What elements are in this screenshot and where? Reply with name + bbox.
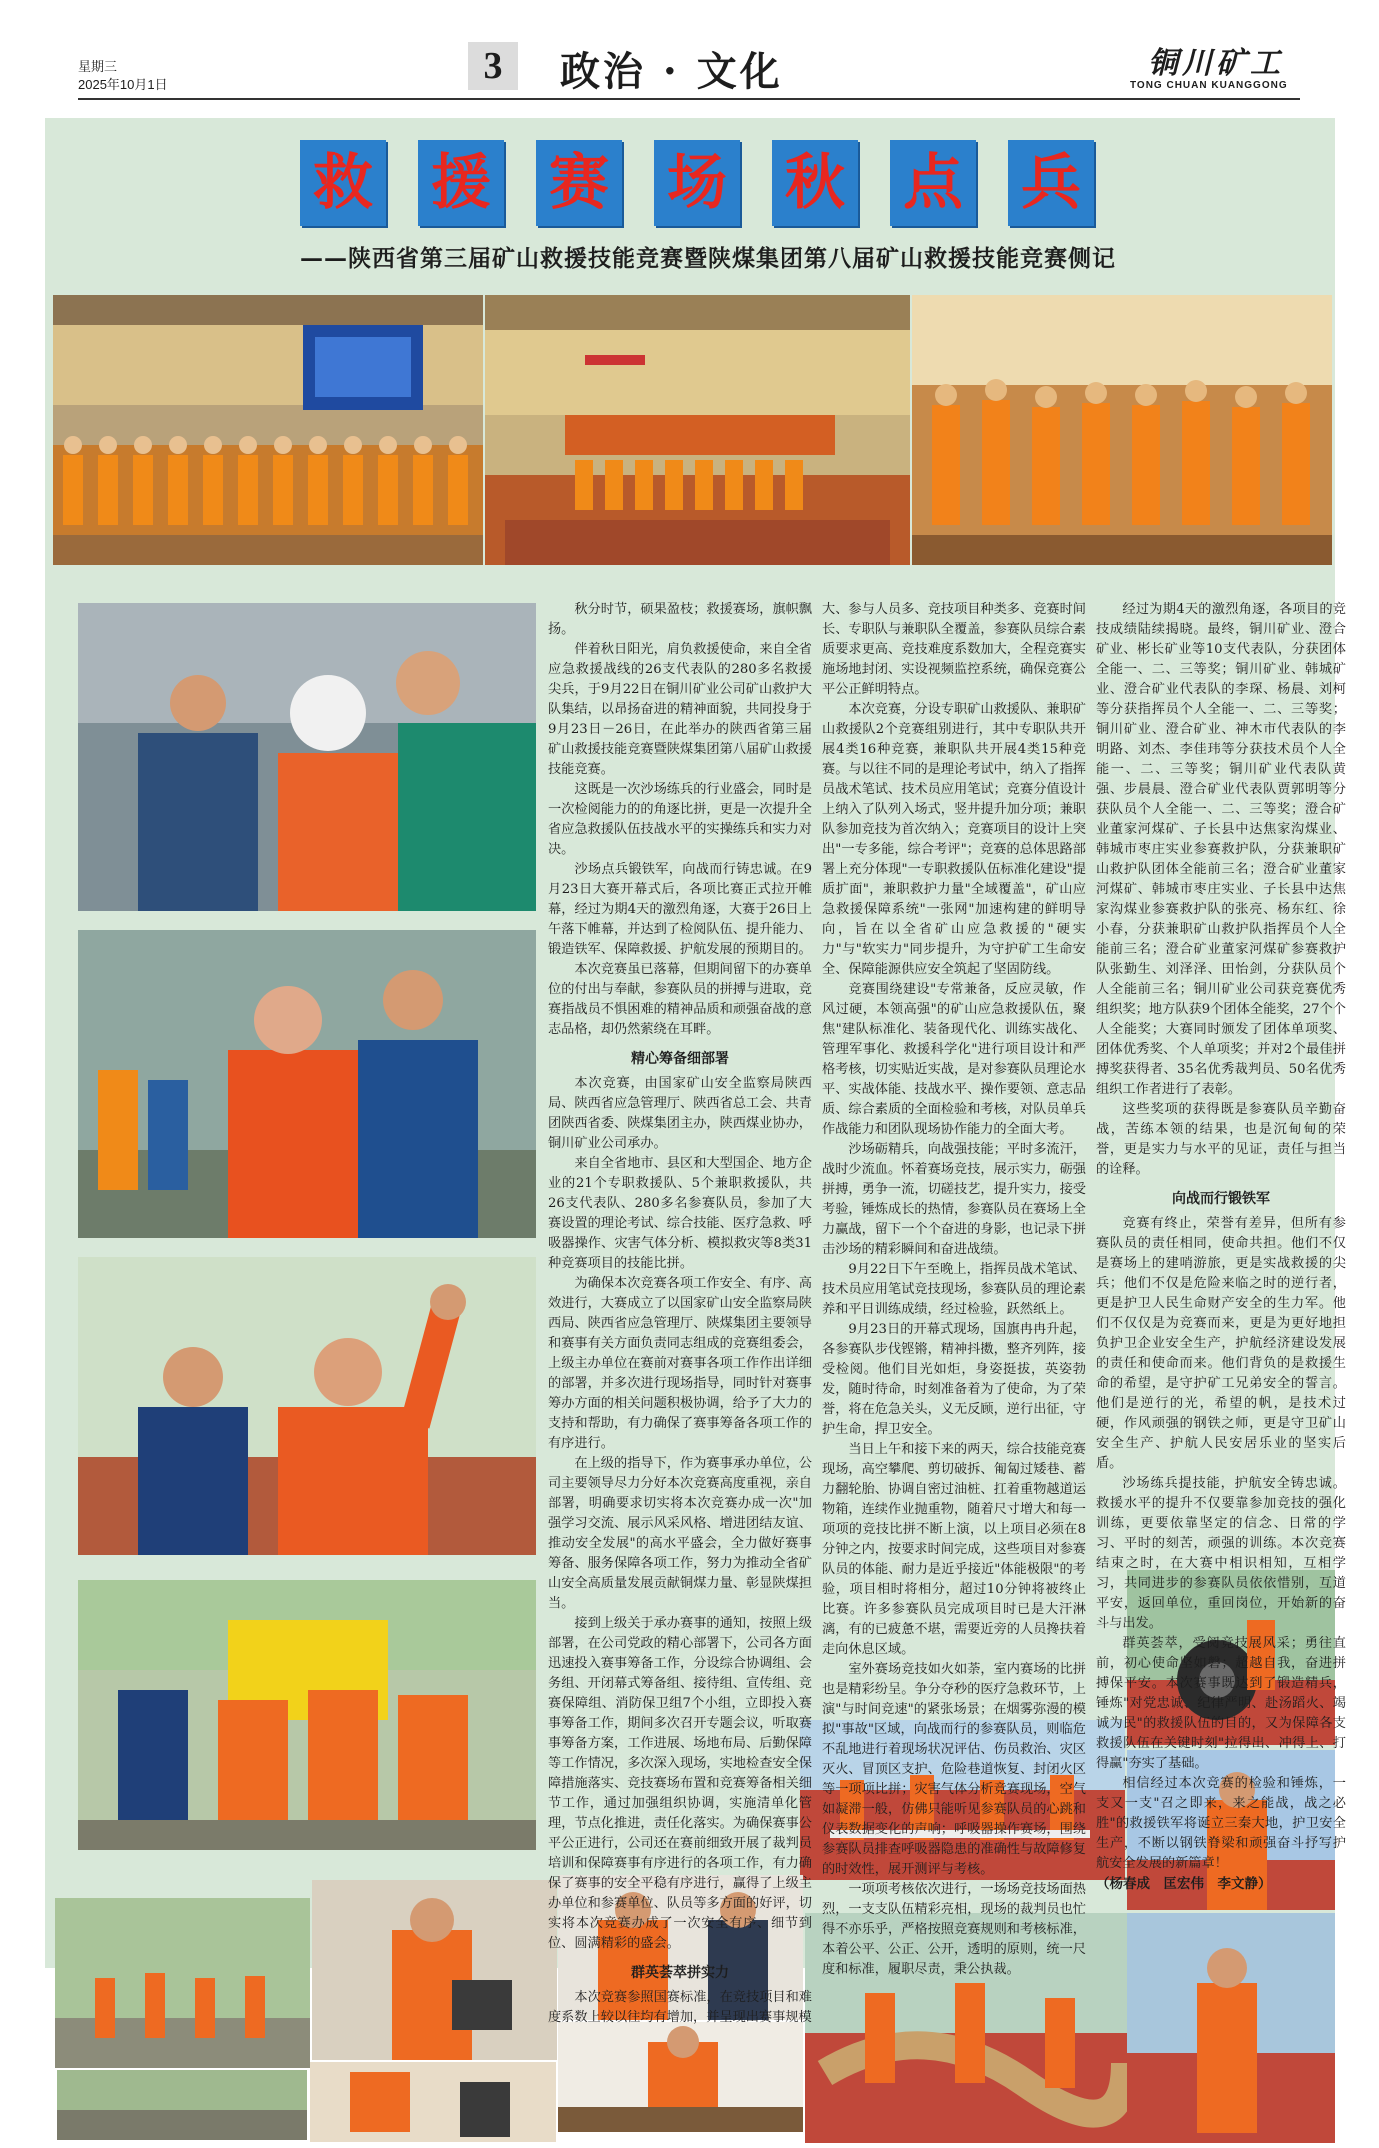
paragraph: 经过为期4天的激烈角逐，各项目的竞技成绩陆续揭晓。最终，铜川矿业、澄合矿业、彬长矿业等10支代表队，分获团体全能一、二、三等奖；铜川矿业、韩城矿业、澄合矿业代表队的李琛、杨晨、刘柯等分获指挥员个人全能一、二、三等奖；铜川矿业、澄合矿业、神木市代表队的李明路、刘杰、李佳玮等分获技术员个人全能一、二、三等奖；铜川矿业代表队黄强、步晨晨、澄合矿业代表队贾郭明等分获队员个人全能一、二、三等奖；澄合矿业董家河煤矿、子长县中达焦家沟煤业、韩城市枣庄实业参赛救护队，分获兼职矿山救护队团体全能前三名；澄合矿业董家河煤矿、韩城市枣庄实业、子长县中达焦家沟煤业参赛救护队的张亮、杨东红、徐小春，分获兼职矿山救护队指挥员个人全能前三名；澄合矿业董家河煤矿参赛救护队张勤生、刘泽泽、田怡剑，分获队员个人全能前三名；铜川矿业公司获竞赛优秀组织奖；地方队获9个团体全能奖，27个个人全能奖；大赛同时颁发了团体单项奖、团体优秀奖、个人单项奖；并对2个最佳拼搏奖获得者、35名优秀裁判员、50名优秀组织工作者进行了表彰。 [1096, 602, 1346, 1097]
paragraph: 沙场点兵锻铁军，向战而行铸忠诚。在9月23日大赛开幕式后，各项比赛正式拉开帷幕，经过为期4天的激烈角逐，大赛于26日上午落下帷幕，并达到了检阅队伍、提升能力、锻造铁军、保障救援、护航发展的预期目的。 [548, 862, 812, 957]
headline-subtitle: ——陕西省第三届矿山救援技能竞赛暨陕煤集团第八届矿山救援技能竞赛侧记 [300, 245, 1116, 272]
masthead-rule [78, 98, 1300, 100]
paragraph: 室外赛场竞技如火如荼，室内赛场的比拼也是精彩纷呈。争分夺秒的医疗急救环节，上演"与时间竞速"的紧张场景；在烟雾弥漫的模拟"事故"区域，向战而行的参赛队员，则临危不乱地进行着现场状况评估、伤员救治、灾区灭火、冒顶区支护、危险巷道恢复、封闭火区等一项项比拼；灾害气体分析竞赛现场，空气如凝滞一般，仿佛只能听见参赛队员的心跳和仪表数据变化的声响；呼吸器操作赛场，围绕参赛队员排查呼吸器隐患的准确性与故障修复的时效性，展开测评与考核。 [822, 1662, 1086, 1877]
weekday: 星期三 [78, 59, 118, 74]
photo-exhausted-competitor [78, 930, 536, 1238]
article-column-1 [548, 600, 812, 2028]
paragraph: 一项项考核依次进行，一场场竞技场面热烈，一支支队伍精彩亮相，现场的裁判员也忙得不亦乐乎，严格按照竞赛规则和考核标准，本着公平、公正、公开，透明的原则，统一尺度和标准，履职尽责，秉公执裁。 [822, 1882, 1086, 1977]
paragraph: 沙场练兵提技能，护航安全铸忠诚。救援水平的提升不仅要靠参加竞技的强化训练，更要依靠坚定的信念、日常的学习、平时的刻苦，顽强的训练。本次竞赛结束之时，在大赛中相识相知，互相学习，共同进步的参赛队员依依惜别，互道平安，返回单位，重回岗位，开始新的奋斗与出发。 [1096, 1476, 1346, 1631]
headline-char: 赛 [536, 140, 622, 226]
photo-rescuer-carrying-bag [312, 1880, 557, 2060]
headline-char: 救 [300, 140, 386, 226]
photo-opening-ceremony-1 [53, 295, 483, 565]
paragraph: 本次竞赛参照国赛标准，在竞技项目和难度系数上较以往均有增加，并呈现出赛事规模 [548, 1990, 812, 2025]
paragraph: 群英荟萃，受阅竞技展风采；勇往直前，初心使命坚如磐；超越自我，奋进拼搏保平安。本次赛事既达到了锻造精兵，锤炼"对党忠诚、纪律严明、赴汤蹈火、竭诚为民"的救援队伍的目的，又为保障各支救援队伍在关键时刻"拉得出、冲得上、打得赢"夯实了基础。 [1096, 1636, 1346, 1771]
section-title: 政治 · 文化 [560, 48, 783, 95]
headline-char: 点 [890, 140, 976, 226]
section-heading: 向战而行锻铁军 [1172, 1190, 1270, 1206]
headline-char: 兵 [1008, 140, 1094, 226]
paragraph: 竞赛围绕建设"专常兼备，反应灵敏，作风过硬，本领高强"的矿山应急救援队伍，聚焦"建队标准化、装备现代化、训练实战化、管理军事化、救援科学化"进行项目设计和严格考核，切实贴近实战，是对参赛队员理论水平、实战体能、技战水平、操作要领、意志品质、综合素质的全面检验和考核，对队员单兵作战能力和团队现场协作能力的全面大考。 [822, 982, 1086, 1137]
paragraph: 当日上午和接下来的两天，综合技能竞赛现场，高空攀爬、剪切破拆、匍匐过矮巷、蓄力翻轮胎、协调自密过油桩、扛着重物越道运物箱，连续作业抛重物，随着尺寸增大和每一项项的竞技比拼不断上演，以上项目必须在8分钟之内，按要求时间完成，这些项目对参赛队员的体能、耐力是近乎接近"体能极限"的考验，项目相时将相分，超过10分钟将被终止比赛。许多参赛队员完成项目时已是大汗淋漓，有的已疲惫不堪，需要近旁的人员搀扶着走向休息区域。 [822, 1442, 1086, 1657]
photo-opening-ceremony-2 [485, 295, 910, 565]
issue-date-block [78, 58, 168, 94]
article-column-3 [1096, 600, 1346, 1894]
paragraph: 在上级的指导下，作为赛事承办单位，公司主要领导尽力分好本次竞赛高度重视，亲自部署，明确要求切实将本次竞赛办成一次"加强学习交流、展示风采风格、增进团结友谊、推动安全发展"的高水平盛会，全力做好赛事筹备、服务保障各项工作，努力为推动全省矿山安全高质量发展贡献铜煤力量、彰显陕煤担当。 [548, 1456, 812, 1611]
paragraph: 来自全省地市、县区和大型国企、地方企业的21个专职救援队、5个兼职救援队，共26支代表队、280多名参赛队员，参加了大赛设置的理论考试、综合技能、医疗急救、呼吸器操作、灾害气体分析、模拟救灾等8类31种竞赛项目的技能比拼。 [548, 1156, 812, 1271]
paragraph: 本次竞赛，分设专职矿山救援队、兼职矿山救援队2个竞赛组别进行，其中专职队共开展4类16种竞赛，兼职队共开展4类15种竞赛。与以往不同的是理论考试中，纳入了指挥员战术笔试、技术员应用笔试；竞赛分值设计上纳入了队列入场式，竖井提升加分项；兼职队参加竞技为首次纳入；竞赛项目的设计上突出"一专多能，综合考评"；竞赛的总体思路部署上充分体现"一专职救援队伍标准化建设"提质扩面"，兼职救护力量"全域覆盖"，矿山应急救援保障系统"一张网"加速构建的鲜明导向，旨在以全省矿山应急救援的"硬实力"与"软实力"同步提升，为守护矿工生命安全、保障能源供应安全筑起了坚固防线。 [822, 702, 1086, 977]
photo-first-aid-station [55, 1898, 310, 2068]
headline-char: 场 [654, 140, 740, 226]
paragraph: 9月23日的开幕式现场，国旗冉冉升起，各参赛队步伐铿锵，精神抖擞，整齐列阵，接受检阅。他们目光如炬，身姿挺拔，英姿勃发，随时待命，时刻准备着为了使命，为了荣誉，将在危急关头，义无反顾，逆行出征，守护生命，捍卫安全。 [822, 1322, 1086, 1437]
photo-first-aid-detail [57, 2070, 307, 2140]
author-byline: （杨春成 匡宏伟 李文静） [1096, 1876, 1272, 1892]
paragraph: 这些奖项的获得既是参赛队员辛勤奋战，苦练本领的结果，也是沉甸甸的荣誉，更是实力与水平的见证，责任与担当的诠释。 [1096, 1102, 1346, 1177]
paragraph: 本次竞赛虽已落幕，但期间留下的办赛单位的付出与奉献，参赛队员的拼搏与进取，竞赛指战员不惧困难的精神品质和顽强奋战的意志品格，却仍然萦绕在耳畔。 [548, 962, 812, 1037]
photo-fist-celebration [78, 1257, 536, 1555]
paragraph: 这既是一次沙场练兵的行业盛会，同时是一次检阅能力的的角逐比拼，更是一次提升全省应急救援队伍技战水平的实操练兵和实力对决。 [548, 782, 812, 857]
article-column-2 [822, 600, 1086, 1980]
photo-breathing-apparatus-team [78, 1580, 536, 1850]
photo-training-prop [310, 2062, 556, 2142]
headline-char: 秋 [772, 140, 858, 226]
page-number: 3 [468, 42, 518, 90]
paper-logo-english: TONG CHUAN KUANGGONG [1130, 80, 1288, 91]
paragraph: 接到上级关于承办赛事的通知，按照上级部署，在公司党政的精心部署下，公司各方面迅速投入赛事筹备工作，分设综合协调组、会务组、开闭幕式筹备组、接待组、宣传组、竞赛保障组、消防保卫组7个小组，立即投入赛事筹备工作，期间多次召开专题会议，听取赛事筹备方案，工作进展、场地布局、后勤保障等工作情况，多次深入现场，实地检查安全保障措施落实、竞技赛场布置和竞赛筹备相关细节工作，通过加强组织协调，实施清单化管理，节点化推进，责任化落实。为确保赛事公平公正进行，公司还在赛前细致开展了裁判员培训和保障赛事有序进行的各项工作，有力确保了赛事的安全平稳有序进行，赢得了上级主办单位和参赛单位、队员等多方面的好评，切实将本次竞赛办成了一次安全有序、细节到位、圆满精彩的盛会。 [548, 1616, 812, 1951]
paragraph: 大、参与人员多、竞技项目种类多、竞赛时间长、专职队与兼职队全覆盖，参赛队员综合素质要求更高、竞技难度系数加大，全程竞赛实施场地封闭、实设视频监控系统，确保竞赛公平公正鲜明特点。 [822, 602, 1086, 697]
section-heading: 精心筹备细部署 [631, 1050, 729, 1066]
photo-gas-analysis-desk [558, 2022, 803, 2132]
photo-rescuers-wide [1127, 1913, 1335, 2143]
paragraph: 为确保本次竞赛各项工作安全、有序、高效进行，大赛成立了以国家矿山安全监察局陕西局、陕西省应急管理厅、陕煤集团主要领导和赛事有关方面负责同志组成的竞赛组委会，上级主办单位在赛前对赛事各项工作作出详细的部署，并多次进行现场指导，同时针对赛事筹办方面的相关问题积极协调，给予了大力的支持和帮助，有力确保了赛事筹备各项工作的有序进行。 [548, 1276, 812, 1451]
paragraph: 9月22日下午至晚上，指挥员战术笔试、技术员应用笔试竞技现场，参赛队员的理论素养和平日训练成绩，经过检验，跃然纸上。 [822, 1262, 1086, 1317]
headline-char: 援 [418, 140, 504, 226]
photo-opening-ceremony-3 [912, 295, 1332, 565]
section-heading: 群英荟萃拼实力 [631, 1964, 729, 1980]
paragraph: 秋分时节，硕果盈枝；救援赛场，旗帜飘扬。 [548, 602, 812, 637]
paper-logo: 铜川矿工 [1148, 46, 1284, 81]
photo-rescuer-helmet-check [78, 603, 536, 911]
paragraph: 本次竞赛，由国家矿山安全监察局陕西局、陕西省应急管理厅、陕西省总工会、共青团陕西省委、陕煤集团主办，陕西煤业协办，铜川矿业公司承办。 [548, 1076, 812, 1151]
paragraph: 伴着秋日阳光，肩负救援使命，来自全省应急救援战线的26支代表队的280多名救援尖兵，于9月22日在铜川矿业公司矿山救护大队集结，以昂扬奋进的精神面貌，共同投身于9月23日－26日，在此举办的陕西省第三届矿山救援技能竞赛暨陕煤集团第八届矿山救援技能竞赛。 [548, 642, 812, 777]
date: 2025年10月1日 [78, 77, 168, 92]
paragraph: 相信经过本次竞赛的检验和锤炼，一支又一支"召之即来，来之能战，战之必胜"的救援铁军将诞立三秦大地，护卫安全生产，不断以钢铁脊梁和顽强奋斗抒写护航安全发展的新篇章！ [1096, 1776, 1346, 1871]
paragraph: 竞赛有终止，荣誉有差异，但所有参赛队员的责任相同，使命共担。他们不仅是赛场上的建哨游旅，更是实战救援的尖兵；他们不仅是危险来临之时的逆行者，更是护卫人民生命财产安全的生力军。他们不仅仅是为竞赛而来，更是为更好地担负护卫企业安全生产，护航经济建设发展的责任和使命而来。他们背负的是救援生命的希望，是守护矿工兄弟安全的誓言。他们是逆行的光，希望的帆，是技术过硬，作风顽强的钢铁之师，更是守卫矿山安全生产、护航人民安居乐业的坚实后盾。 [1096, 1216, 1346, 1471]
paragraph: 沙场砺精兵，向战强技能；平时多流汗，战时少流血。怀着赛场竞技，展示实力，砺强拼搏，勇争一流，切磋技艺，提升实力，接受考验，锤炼成长的热情，参赛队员在赛场上全力赢战，留下一个个奋进的身影，也记录下拼击沙场的精彩瞬间和奋进战绩。 [822, 1142, 1086, 1257]
